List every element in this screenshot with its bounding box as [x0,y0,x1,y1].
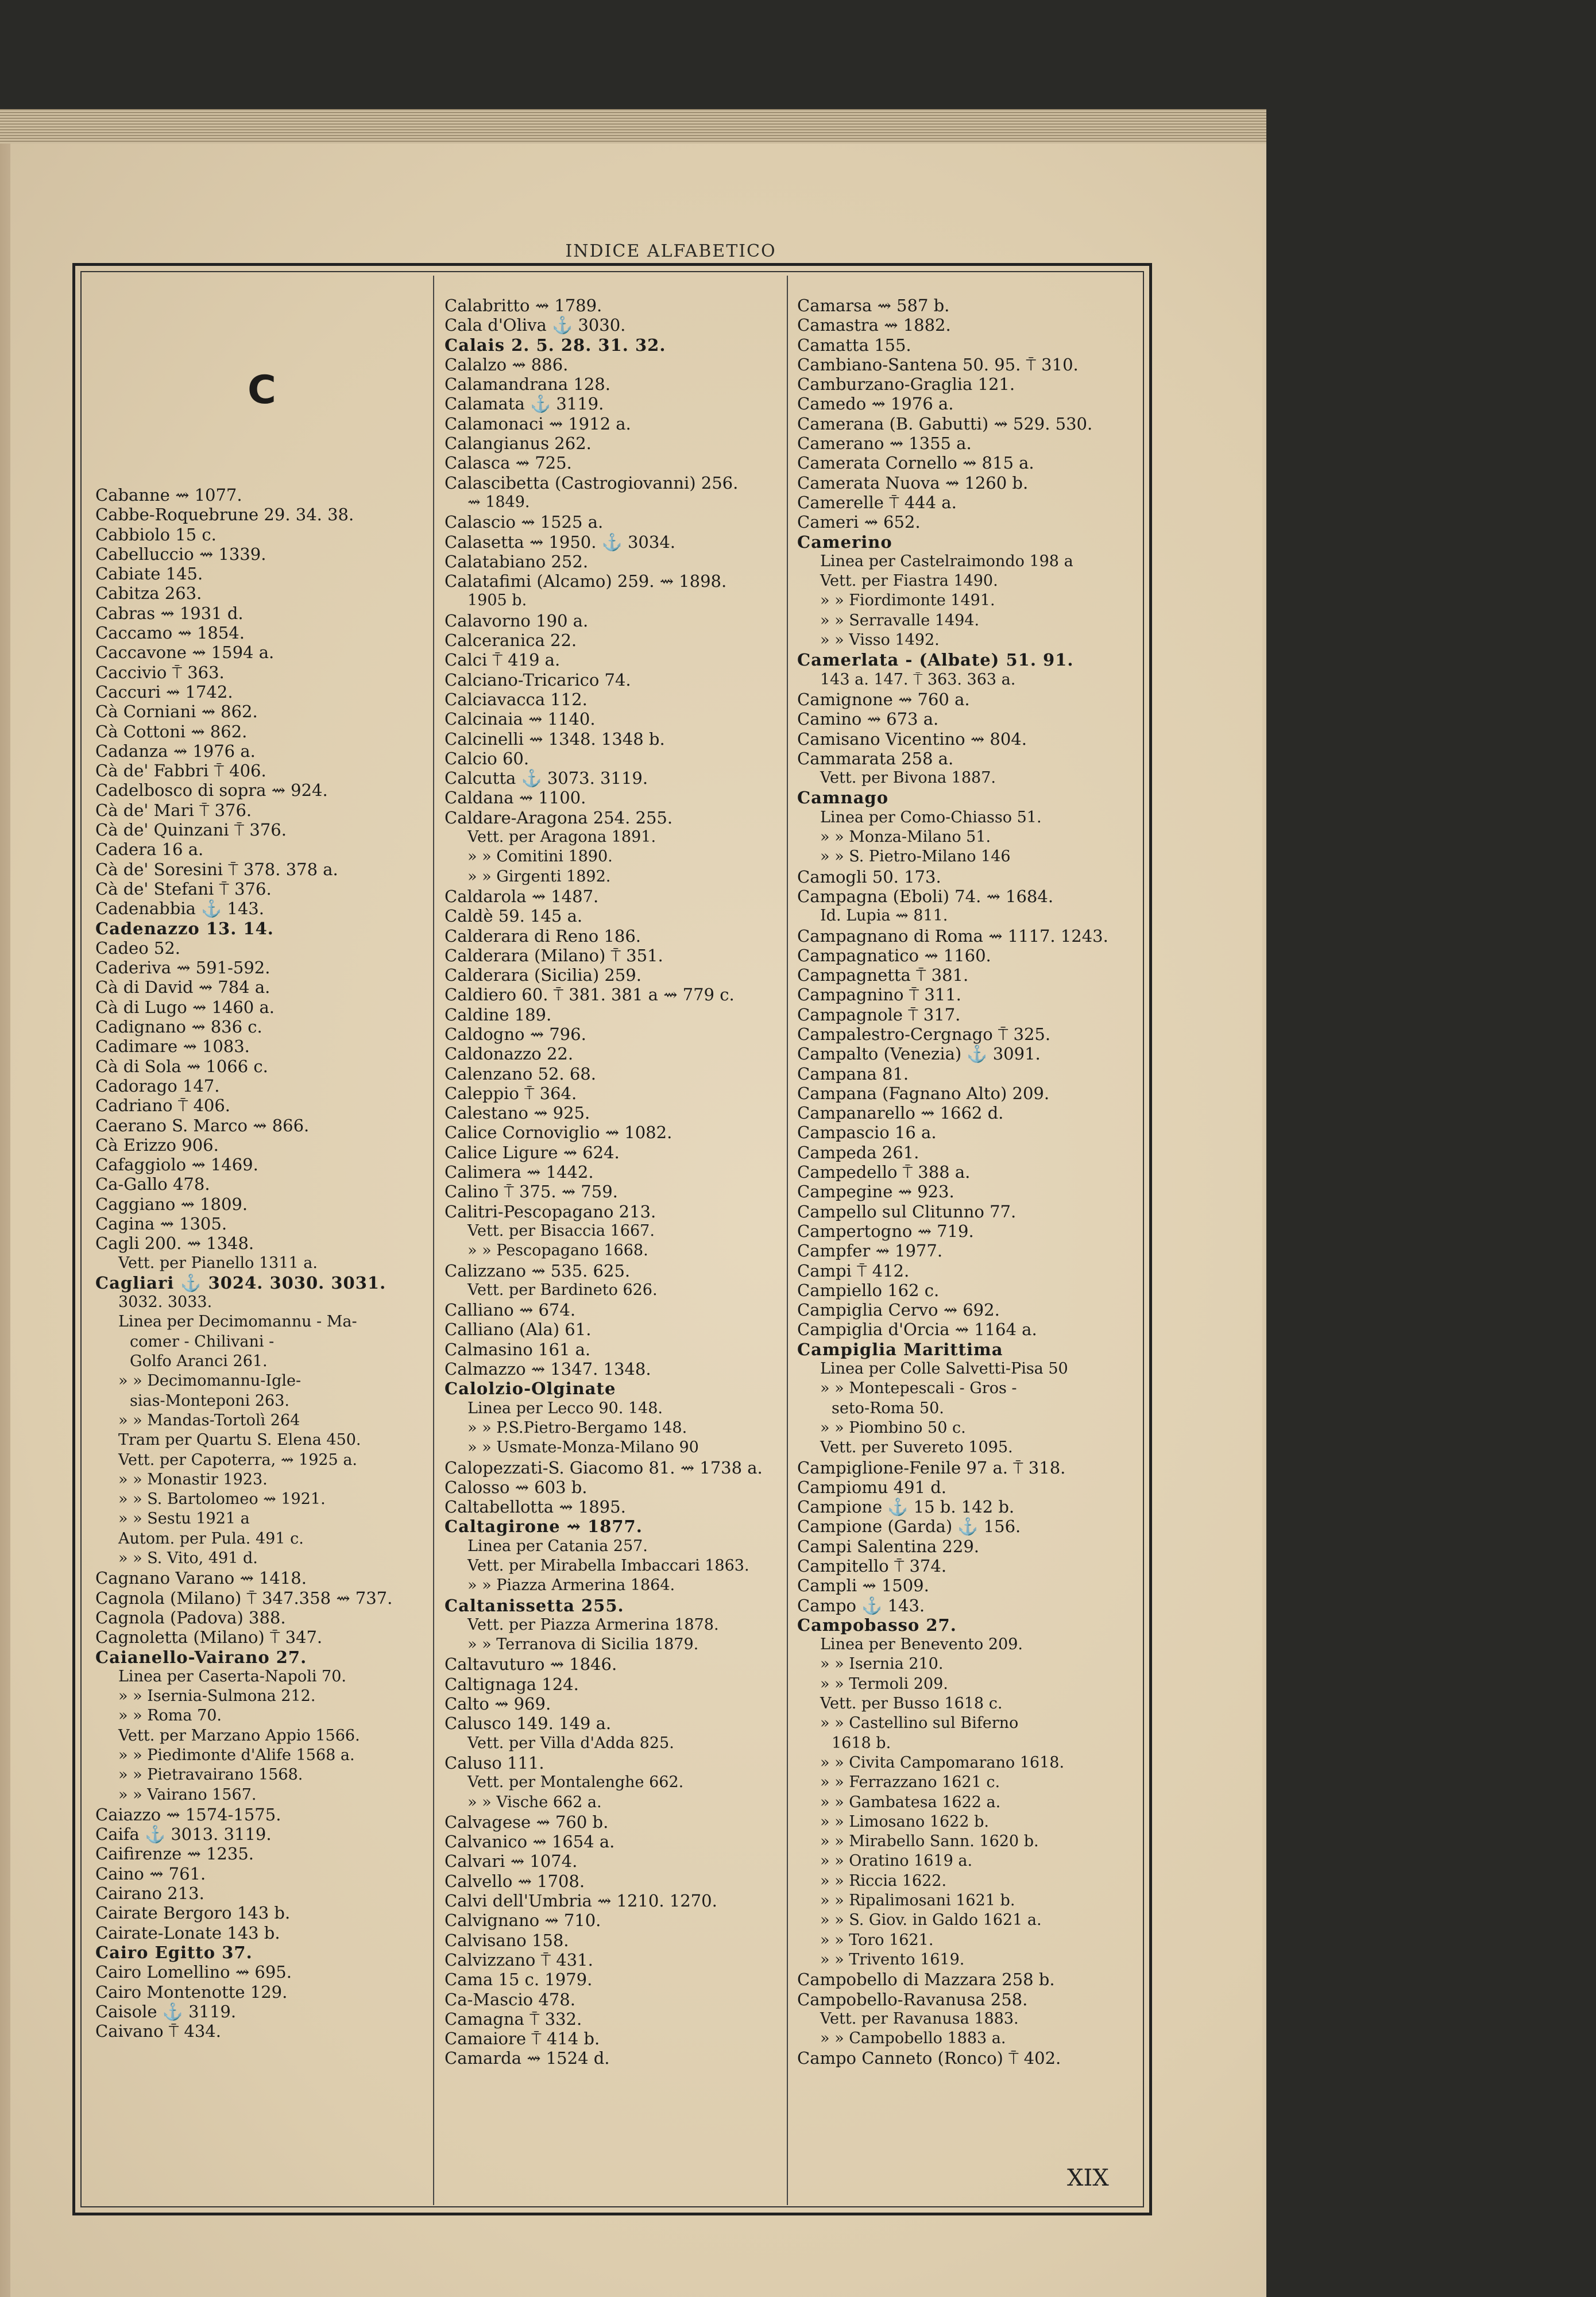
index-heading: Caltanissetta 255. [445,1595,624,1615]
index-heading: Calais 2. 5. 28. 31. 32. [445,335,666,355]
index-entry: 143 a. 147. ⍑ 363. 363 a. [820,670,1016,689]
index-entry: » » Pietravairano 1568. [118,1766,303,1784]
index-heading: Camerlata - (Albate) 51. 91. [797,650,1074,670]
index-entry: » » Usmate-Monza-Milano 90 [467,1438,699,1457]
index-entry: Camarda ⇝ 1524 d. [445,2048,610,2068]
index-entry: Calusco 149. 149 a. [445,1714,612,1734]
index-entry: Cabras ⇝ 1931 d. [95,603,244,623]
index-entry: Campiglia d'Orcia ⇝ 1164 a. [797,1320,1037,1340]
index-entry: Cadorago 147. [95,1076,220,1096]
index-entry: Vett. per Montalenghe 662. [467,1773,684,1792]
index-entry: Cà Corniani ⇝ 862. [95,702,258,722]
index-entry: Caldare-Aragona 254. 255. [445,807,673,827]
index-entry: Calciavacca 112. [445,689,588,709]
index-entry: Camerelle ⍑ 444 a. [797,492,957,512]
index-entry: Cabelluccio ⇝ 1339. [95,544,266,564]
index-entry: Vett. per Ravanusa 1883. [820,2009,1019,2028]
index-entry: Caldiero 60. ⍑ 381. 381 a ⇝ 779 c. [445,985,735,1005]
index-entry: Vett. per Bardineto 626. [467,1281,658,1299]
index-column-1 [95,296,428,2041]
index-entry: Linea per Lecco 90. 148. [467,1399,663,1417]
index-entry: » » Sestu 1921 a [118,1510,250,1528]
index-entry: » » Monastir 1923. [118,1470,268,1488]
index-entry: Cagnola (Milano) ⍑ 347.358 ⇝ 737. [95,1588,393,1608]
index-entry: » » Ripalimosani 1621 b. [820,1892,1015,1910]
index-entry: Caerano S. Marco ⇝ 866. [95,1115,310,1135]
index-entry: Caldarola ⇝ 1487. [445,886,599,906]
index-entry: Caifirenze ⇝ 1235. [95,1844,254,1864]
index-heading: Calolzio-Olginate [445,1379,616,1399]
index-entry: Calmasino 161 a. [445,1339,591,1359]
index-entry: » » Civita Campomarano 1618. [820,1753,1065,1772]
index-entry: Cairo Montenotte 129. [95,1982,288,2002]
index-entry: Calabritto ⇝ 1789. [445,296,602,315]
index-entry: Vett. per Capoterra, ⇝ 1925 a. [118,1451,357,1469]
index-entry: Caldine 189. [445,1004,552,1024]
index-entry: Calceranica 22. [445,631,577,651]
index-entry: Calvisano 158. [445,1930,569,1950]
index-entry: Caggiano ⇝ 1809. [95,1194,248,1214]
index-entry: Caldana ⇝ 1100. [445,788,586,808]
index-entry: Cameri ⇝ 652. [797,512,921,532]
index-entry: Vett. per Aragona 1891. [467,828,656,846]
index-entry: Campitello ⍑ 374. [797,1556,947,1576]
index-entry: 3032. 3033. [118,1293,212,1312]
index-entry: Camogli 50. 173. [797,867,941,887]
index-entry: Campo ⚓ 143. [797,1595,925,1615]
index-entry: Caltabellotta ⇝ 1895. [445,1497,626,1517]
index-entry: Cadelbosco di sopra ⇝ 924. [95,780,328,801]
index-entry: » » Monza-Milano 51. [820,828,991,846]
index-entry: Calderara (Sicilia) 259. [445,965,642,985]
index-entry: » » Riccia 1622. [820,1871,947,1890]
index-entry: Campobello di Mazzara 258 b. [797,1970,1055,1990]
index-entry: Calascio ⇝ 1525 a. [445,512,604,532]
index-entry: » » Mirabello Sann. 1620 b. [820,1832,1039,1851]
index-entry: » » S. Bartolomeo ⇝ 1921. [118,1490,326,1509]
index-entry: Cairano 213. [95,1884,204,1904]
index-entry: Calvizzano ⍑ 431. [445,1950,593,1970]
index-entry: Caluso 111. [445,1753,544,1773]
index-entry: Campiello 162 c. [797,1280,940,1300]
index-entry: Cadera 16 a. [95,840,204,860]
index-entry: Campanarello ⇝ 1662 d. [797,1103,1004,1123]
index-entry: Vett. per Piazza Armerina 1878. [467,1615,719,1634]
index-entry: Caderiva ⇝ 591-592. [95,958,270,978]
index-entry: Campascio 16 a. [797,1123,937,1143]
index-entry: Campfer ⇝ 1977. [797,1241,943,1261]
index-entry: Campagnetta ⍑ 381. [797,965,969,985]
index-entry: Linea per Colle Salvetti-Pisa 50 [820,1360,1068,1378]
index-entry: 1905 b. [467,591,527,610]
index-entry: Linea per Caserta-Napoli 70. [118,1667,346,1685]
index-entry: » » Vische 662 a. [467,1793,602,1811]
index-entry: Camerata Cornello ⇝ 815 a. [797,453,1034,473]
index-entry: Calvanico ⇝ 1654 a. [445,1832,615,1852]
index-entry: » » Terranova di Sicilia 1879. [467,1635,699,1654]
index-heading: Cairo Egitto 37. [95,1942,253,1962]
index-entry: » » S. Giov. in Galdo 1621 a. [820,1911,1042,1929]
index-entry: Calopezzati-S. Giacomo 81. ⇝ 1738 a. [445,1457,763,1478]
index-entry: Calvello ⇝ 1708. [445,1871,585,1891]
index-entry: Camignone ⇝ 760 a. [797,689,970,709]
index-entry: ⇝ 1849. [467,493,530,511]
index-entry: Cà de' Fabbri ⍑ 406. [95,761,266,781]
index-entry: Caccamo ⇝ 1854. [95,623,245,643]
index-entry: Calimera ⇝ 1442. [445,1162,594,1182]
index-entry: Cairate-Lonate 143 b. [95,1923,280,1943]
index-entry: Camarsa ⇝ 587 b. [797,296,950,315]
index-entry: Calderara (Milano) ⍑ 351. [445,945,663,965]
index-entry: » » Gambatesa 1622 a. [820,1793,1001,1811]
index-entry: Cagnoletta (Milano) ⍑ 347. [95,1627,323,1648]
index-entry: Cafaggiolo ⇝ 1469. [95,1155,258,1175]
index-entry: » » Campobello 1883 a. [820,2029,1006,2048]
index-entry: sias-Monteponi 263. [130,1391,289,1410]
index-entry: Calestano ⇝ 925. [445,1103,590,1123]
index-entry: Cama 15 c. 1979. [445,1970,593,1990]
index-heading: Camnago [797,788,889,808]
index-entry: Cà di Lugo ⇝ 1460 a. [95,997,275,1017]
column-divider [787,276,788,2205]
index-entry: » » Roma 70. [118,1707,222,1725]
index-heading: Cadenazzo 13. 14. [95,918,274,938]
index-entry: Calmazzo ⇝ 1347. 1348. [445,1359,651,1379]
index-entry: Cà de' Quinzani ⍑ 376. [95,820,287,840]
index-heading: Campobasso 27. [797,1615,957,1635]
index-entry: Autom. per Pula. 491 c. [118,1529,304,1548]
index-entry: Calizzano ⇝ 535. 625. [445,1260,631,1281]
index-entry: Vett. per Mirabella Imbaccari 1863. [467,1557,749,1575]
index-entry: Linea per Catania 257. [467,1537,648,1555]
index-entry: Calvagese ⇝ 760 b. [445,1812,609,1832]
index-entry: » » Montepescali - Gros - [820,1379,1017,1398]
index-entry: Calvignano ⇝ 710. [445,1911,601,1931]
index-entry: Cambiano-Santena 50. 95. ⍑ 310. [797,354,1079,374]
index-entry: Calci ⍑ 419 a. [445,650,561,670]
index-entry: Cadeo 52. [95,938,181,958]
index-entry: Golfo Aranci 261. [130,1352,268,1371]
index-entry: Campo Canneto (Ronco) ⍑ 402. [797,2048,1061,2068]
index-entry: Vett. per Villa d'Adda 825. [467,1734,674,1752]
index-entry: » » Girgenti 1892. [467,867,611,885]
index-entry: Campli ⇝ 1509. [797,1576,929,1596]
index-entry: » » Mandas-Tortolì 264 [118,1411,300,1429]
index-entry: » » Castellino sul Biferno [820,1714,1019,1733]
index-entry: Calcinelli ⇝ 1348. 1348 b. [445,729,665,749]
book-page [10,144,1262,2297]
index-entry: Campedello ⍑ 388 a. [797,1162,971,1182]
index-entry: Campagnole ⍑ 317. [797,1004,961,1024]
index-entry: Cadanza ⇝ 1976 a. [95,741,256,761]
index-entry: » » Serravalle 1494. [820,611,980,629]
index-entry: Campione ⚓ 15 b. 142 b. [797,1497,1015,1517]
index-entry: Calenzano 52. 68. [445,1064,596,1084]
index-entry: Cagina ⇝ 1305. [95,1213,227,1233]
column-divider [433,276,434,2205]
index-entry: » » Toro 1621. [820,1931,934,1949]
index-entry: Campiglione-Fenile 97 a. ⍑ 318. [797,1457,1066,1478]
index-column-2 [445,296,780,2068]
index-entry: Caisole ⚓ 3119. [95,2001,237,2021]
index-entry: Calosso ⇝ 603 b. [445,1477,588,1497]
index-entry: » » Pescopagano 1668. [467,1242,648,1260]
index-entry: » » Limosano 1622 b. [820,1812,989,1831]
index-entry: Tram per Quartu S. Elena 450. [118,1431,361,1449]
index-entry: Calvi dell'Umbria ⇝ 1210. 1270. [445,1891,717,1911]
index-entry: Campello sul Clitunno 77. [797,1201,1017,1221]
index-heading: Campiglia Marittima [797,1339,1003,1359]
index-entry: » » Decimomannu-Igle- [118,1372,302,1390]
index-entry: Calderara di Reno 186. [445,926,641,946]
index-heading: Camerino [797,532,892,552]
index-entry: Campi Salentina 229. [797,1536,979,1556]
index-entry: Calalzo ⇝ 886. [445,354,569,374]
index-entry: Caivano ⍑ 434. [95,2021,221,2041]
index-entry: Campiglia Cervo ⇝ 692. [797,1300,1000,1320]
index-entry: » » Termoli 209. [820,1675,948,1693]
index-entry: Cadenabbia ⚓ 143. [95,899,264,919]
index-entry: Campi ⍑ 412. [797,1260,910,1281]
index-entry: Camatta 155. [797,335,911,355]
index-entry: Camerata Nuova ⇝ 1260 b. [797,473,1029,493]
index-entry: Caldè 59. 145 a. [445,906,583,926]
index-entry: Campertogno ⇝ 719. [797,1221,974,1241]
index-entry: Calitri-Pescopagano 213. [445,1201,656,1221]
index-entry: » » Fiordimonte 1491. [820,591,995,610]
index-entry: Camerano ⇝ 1355 a. [797,434,972,454]
index-entry: Calice Cornoviglio ⇝ 1082. [445,1123,673,1143]
index-entry: Cabiate 145. [95,564,203,584]
index-entry: Camedo ⇝ 1976 a. [797,394,954,414]
index-entry: Cà di Sola ⇝ 1066 c. [95,1056,268,1076]
index-entry: Campione (Garda) ⚓ 156. [797,1517,1021,1537]
index-entry: » » S. Vito, 491 d. [118,1549,258,1568]
index-entry: Campana (Fagnano Alto) 209. [797,1083,1050,1103]
page-header: INDICE ALFABETICO [565,241,776,261]
index-entry: Cadriano ⍑ 406. [95,1096,231,1116]
index-entry: Calto ⇝ 969. [445,1694,551,1714]
index-entry: Vett. per Suvereto 1095. [820,1438,1013,1457]
index-entry: seto-Roma 50. [832,1399,944,1417]
index-entry: » » Comitini 1890. [467,848,613,866]
index-entry: » » P.S.Pietro-Bergamo 148. [467,1418,687,1437]
index-entry: Cadimare ⇝ 1083. [95,1037,250,1057]
index-entry: Caccuri ⇝ 1742. [95,682,233,702]
index-entry: Caccivio ⍑ 363. [95,662,225,682]
index-entry: Camino ⇝ 673 a. [797,709,939,729]
index-entry: Calamata ⚓ 3119. [445,394,604,414]
index-entry: Campagna (Eboli) 74. ⇝ 1684. [797,886,1054,906]
index-entry: Cà di David ⇝ 784 a. [95,977,270,997]
index-entry: » » Piombino 50 c. [820,1418,966,1437]
index-heading: Caltagirone ⇝ 1877. [445,1517,643,1537]
index-entry: Cagli 200. ⇝ 1348. [95,1233,254,1254]
index-entry: Campagnano di Roma ⇝ 1117. 1243. [797,926,1108,946]
index-entry: Calcutta ⚓ 3073. 3119. [445,768,648,788]
index-entry: Cabbe-Roquebrune 29. 34. 38. [95,505,354,525]
index-entry: Camastra ⇝ 1882. [797,315,951,335]
index-entry: Calavorno 190 a. [445,610,589,631]
index-entry: Linea per Castelraimondo 198 a [820,552,1073,570]
index-entry: Caiazzo ⇝ 1574-1575. [95,1804,281,1824]
index-entry: Calascibetta (Castrogiovanni) 256. [445,473,739,493]
index-entry: Camerana (B. Gabutti) ⇝ 529. 530. [797,413,1093,434]
index-column-3 [797,296,1136,2068]
index-heading: Caianello-Vairano 27. [95,1647,307,1667]
index-entry: Caldonazzo 22. [445,1044,574,1064]
index-entry: Campagnino ⍑ 311. [797,985,961,1005]
index-entry: » » S. Pietro-Milano 146 [820,848,1011,866]
index-entry: Cabitza 263. [95,583,202,604]
index-entry: » » Oratino 1619 a. [820,1852,973,1870]
index-entry: Cà de' Stefani ⍑ 376. [95,879,272,899]
index-entry: Calamandrana 128. [445,374,610,395]
index-entry: Caltavuturo ⇝ 1846. [445,1654,617,1675]
index-entry: Calatafimi (Alcamo) 259. ⇝ 1898. [445,571,727,591]
index-entry: Cà de' Mari ⍑ 376. [95,800,252,820]
index-entry: » » Piedimonte d'Alife 1568 a. [118,1746,355,1764]
index-entry: » » Visso 1492. [820,631,940,649]
index-entry: Camisano Vicentino ⇝ 804. [797,729,1027,749]
index-entry: Vett. per Bisaccia 1667. [467,1221,655,1240]
index-entry: » » Ferrazzano 1621 c. [820,1773,1000,1792]
index-entry: » » Isernia-Sulmona 212. [118,1687,316,1706]
index-entry: Cairo Lomellino ⇝ 695. [95,1962,292,1982]
index-entry: Cagnola (Padova) 388. [95,1607,286,1627]
index-entry: Cammarata 258 a. [797,748,954,768]
index-entry: 1618 b. [832,1734,891,1752]
index-entry: Linea per Como-Chiasso 51. [820,808,1042,826]
page-number: XIX [1067,2165,1109,2191]
index-entry: Linea per Benevento 209. [820,1635,1023,1654]
index-entry: Cala d'Oliva ⚓ 3030. [445,315,626,335]
index-entry: Cadignano ⇝ 836 c. [95,1017,262,1037]
index-entry: Calasetta ⇝ 1950. ⚓ 3034. [445,532,676,552]
index-entry: Calciano-Tricarico 74. [445,670,631,690]
index-entry: Calice Ligure ⇝ 624. [445,1142,620,1162]
index-entry: Campalto (Venezia) ⚓ 3091. [797,1044,1041,1064]
index-entry: Campagnatico ⇝ 1160. [797,945,991,965]
index-entry: » » Trivento 1619. [820,1950,965,1969]
index-entry: » » Vairano 1567. [118,1785,257,1804]
index-entry: Camaiore ⍑ 414 b. [445,2029,600,2049]
index-entry: Vett. per Pianello 1311 a. [118,1254,318,1272]
index-entry: Calvari ⇝ 1074. [445,1851,578,1871]
index-entry: Cagnano Varano ⇝ 1418. [95,1568,307,1588]
index-entry: Campana 81. [797,1064,909,1084]
index-entry: Cà Erizzo 906. [95,1135,219,1155]
index-entry: Caifa ⚓ 3013. 3119. [95,1824,272,1844]
index-heading: Cagliari ⚓ 3024. 3030. 3031. [95,1273,387,1293]
index-entry: Calliano ⇝ 674. [445,1300,576,1320]
index-entry: Linea per Decimomannu - Ma- [118,1313,357,1331]
index-entry: Caleppio ⍑ 364. [445,1083,577,1103]
index-entry: Calamonaci ⇝ 1912 a. [445,413,631,434]
index-entry: Caino ⇝ 761. [95,1863,206,1884]
index-entry: Calcinaia ⇝ 1140. [445,709,596,729]
section-letter: C [248,368,276,413]
index-entry: Cà de' Soresini ⍑ 378. 378 a. [95,859,338,879]
index-entry: Camburzano-Graglia 121. [797,374,1015,395]
index-entry: Calino ⍑ 375. ⇝ 759. [445,1182,618,1202]
index-entry: Calangianus 262. [445,434,592,454]
index-entry: Calliano (Ala) 61. [445,1320,592,1340]
index-entry: Caltignaga 124. [445,1674,579,1694]
index-entry: Id. Lupia ⇝ 811. [820,907,948,925]
index-entry: Campobello-Ravanusa 258. [797,1989,1028,2009]
index-entry: Cabbiolo 15 c. [95,524,217,544]
index-entry: Cà Cottoni ⇝ 862. [95,721,248,741]
index-entry: Vett. per Fiastra 1490. [820,572,998,590]
index-entry: Vett. per Marzano Appio 1566. [118,1726,360,1745]
index-entry: » » Isernia 210. [820,1655,944,1673]
index-entry: Cairate Bergoro 143 b. [95,1903,291,1923]
index-entry: Campeda 261. [797,1142,919,1162]
index-entry: Ca-Gallo 478. [95,1174,210,1194]
index-entry: Caldogno ⇝ 796. [445,1024,586,1044]
index-entry: Campalestro-Cergnago ⍑ 325. [797,1024,1051,1044]
index-entry: Calasca ⇝ 725. [445,453,572,473]
index-entry: Vett. per Busso 1618 c. [820,1695,1003,1713]
index-entry: Cabanne ⇝ 1077. [95,485,242,505]
index-entry: comer - Chilivani - [130,1332,275,1351]
index-entry: Calcio 60. [445,748,530,768]
index-entry: » » Piazza Armerina 1864. [467,1576,675,1595]
index-entry: Vett. per Bivona 1887. [820,769,996,787]
index-entry: Calatabiano 252. [445,551,589,571]
index-entry: Camagna ⍑ 332. [445,2009,582,2029]
index-entry: Campegine ⇝ 923. [797,1182,954,1202]
index-entry: Campiomu 491 d. [797,1477,947,1497]
index-entry: Ca-Mascio 478. [445,1989,575,2009]
index-entry: Caccavone ⇝ 1594 a. [95,643,275,663]
